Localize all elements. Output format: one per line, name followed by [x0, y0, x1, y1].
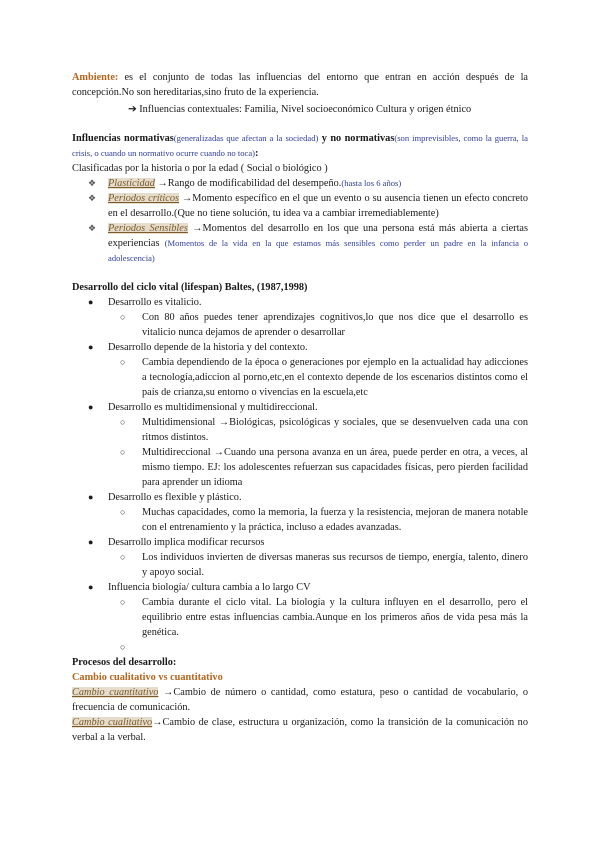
- desarrollo-list: [72, 295, 528, 655]
- cambio-cuantitativo-paragraph: [72, 685, 528, 715]
- sub-item: [118, 595, 528, 640]
- circle-bullet-icon: ○: [120, 597, 126, 607]
- sub-item-text: Cambia durante el ciclo vital. La biología y la cultura influyen en el desarrollo, pero el equilibrio entre estas influencias cambia.Aunque en los primeros años de vida pesa más la genética.: [142, 597, 528, 638]
- sub-item: [118, 505, 528, 535]
- document-page: [72, 70, 528, 745]
- item-text: Influencia biología/ cultura cambia a lo largo CV: [108, 582, 311, 593]
- contextual-influences-text: Influencias contextuales: Familia, Nivel socioeconómico Cultura y origen étnico: [136, 104, 472, 115]
- list-item: [86, 490, 528, 535]
- influencias-conj: y no normativas: [318, 133, 395, 144]
- influencias-normativas-title: Influencias normativas: [72, 133, 174, 144]
- circle-bullet-icon: ○: [120, 357, 126, 367]
- circle-bullet-icon: ○: [120, 417, 126, 427]
- sub-item: [118, 550, 528, 580]
- sub-item: [118, 310, 528, 340]
- term-periodos-criticos: Periodos críticos: [108, 193, 180, 204]
- influencias-list: [72, 176, 528, 266]
- ambiente-label: Ambiente:: [72, 72, 119, 83]
- bullet-icon: ●: [88, 402, 94, 412]
- influencias-heading: [72, 131, 528, 161]
- sub-item: [118, 355, 528, 400]
- circle-bullet-icon: ○: [120, 507, 126, 517]
- sub-item: [118, 445, 528, 490]
- influencias-colon: :: [255, 148, 259, 159]
- list-item: [84, 176, 528, 191]
- item-text: Desarrollo es flexible y plástico.: [108, 492, 242, 503]
- bullet-icon: ●: [88, 492, 94, 502]
- term-cambio-cualitativo: Cambio cualitativo: [72, 717, 153, 728]
- sub-list: [108, 505, 528, 535]
- item-text: Desarrollo implica modificar recursos: [108, 537, 265, 548]
- sub-list: [108, 595, 528, 655]
- term-cambio-cuantitativo: Cambio cuantitativo: [72, 687, 159, 698]
- cambio-cualitativo-text: →Cambio de clase, estructura u organización, como la transición de la comunicación no verbal a la verbal.: [72, 717, 528, 743]
- diamond-bullet-icon: ❖: [88, 178, 97, 188]
- sub-item: [118, 640, 528, 655]
- sub-list: [108, 355, 528, 400]
- list-item: [86, 535, 528, 580]
- item-note: (Momentos de la vida en la que estamos más sensibles como perder un padre en la infancia o adolescencia): [108, 238, 528, 263]
- ambiente-paragraph: [72, 70, 528, 100]
- diamond-bullet-icon: ❖: [88, 223, 97, 233]
- influencias-normativas-note: (generalizadas que afectan a la sociedad): [173, 133, 319, 143]
- list-item: [86, 400, 528, 490]
- list-item: [86, 340, 528, 400]
- cambio-cuantitativo-text: →Cambio de número o cantidad, como estatura, peso o cantidad de vocabulario, o frecuencia de comunicación.: [72, 687, 528, 713]
- arrow-text: →: [179, 193, 193, 204]
- item-note: (hasta los 6 años): [341, 178, 402, 188]
- item-text: Momento específico en el que un evento o su ausencia tienen un efecto concreto en el desarrollo.(Que no tiene solución, tu idea va a cambiar irremediablemente): [108, 193, 528, 219]
- diamond-bullet-icon: ❖: [88, 193, 97, 203]
- list-item: [84, 221, 528, 266]
- bullet-icon: ●: [88, 342, 94, 352]
- term-plasticidad: Plasticidad: [108, 178, 155, 189]
- item-text: Desarrollo depende de la historia y del contexto.: [108, 342, 308, 353]
- cambio-cualitativo-paragraph: [72, 715, 528, 745]
- item-text: Desarrollo es vitalicio.: [108, 297, 202, 308]
- item-text: Rango de modificabilidad del desempeño.: [167, 178, 342, 189]
- item-text: Momentos del desarrollo en los que una persona está más abierta a ciertas experiencias: [108, 223, 529, 249]
- list-item: [86, 295, 528, 340]
- clasificadas-line: Clasificadas por la historia o por la edad ( Social o biológico ): [72, 163, 328, 174]
- list-item: [86, 580, 528, 655]
- circle-bullet-icon: ○: [120, 312, 126, 322]
- bullet-icon: ●: [88, 297, 94, 307]
- sub-item-text: Multidimensional →Biológicas, psicológicas y sociales, que se desenvuelven cada una con ritmos distintos.: [142, 417, 528, 443]
- desarrollo-title: Desarrollo del ciclo vital (lifespan) Baltes, (1987,1998): [72, 282, 308, 293]
- sub-list: [108, 310, 528, 340]
- ambiente-text: es el conjunto de todas las influencias del entorno que entran en acción después de la concepción.No son hereditarias,sino fruto de la experiencia.: [72, 72, 528, 98]
- sub-item-text: Multidireccional →Cuando una persona avanza en un área, puede perder en otra, a veces, al mismo tiempo. EJ: los adolescentes refuerzan sus capacidades físicas, pero pierden facilidad para aprender un idioma: [142, 447, 528, 488]
- contextual-influences-line: [72, 102, 528, 117]
- circle-bullet-icon: ○: [120, 642, 126, 652]
- circle-bullet-icon: ○: [120, 447, 126, 457]
- item-text: Desarrollo es multidimensional y multidireccional.: [108, 402, 318, 413]
- procesos-subtitle: Cambio cualitativo vs cuantitativo: [72, 672, 223, 683]
- sub-list: [108, 415, 528, 490]
- sub-item-text: Muchas capacidades, como la memoria, la fuerza y la resistencia, mejoran de manera notable con el entrenamiento y la práctica, incluso a edades avanzadas.: [142, 507, 528, 533]
- bullet-icon: ●: [88, 537, 94, 547]
- bullet-icon: ●: [88, 582, 94, 592]
- term-periodos-sensibles: Periodos Sensibles: [108, 223, 188, 234]
- sub-item: [118, 415, 528, 445]
- sub-item-text: Con 80 años puedes tener aprendizajes cognitivos,lo que nos dice que el desarrollo es vitalicio nunca dejamos de aprender o desarrollar: [142, 312, 528, 338]
- sub-item-text: Cambia dependiendo de la época o generaciones por ejemplo en la actualidad hay adicciones a tecnología,adiccion al porno,etc,en el contexto depende de los escenarios distintos como el país de crianza,su entorno o vivencias en la escuela,etc: [142, 357, 528, 398]
- influencias-no-normativas-note: (son imprevisibles, como la guerra, la crisis, o cuando un normativo ocurre cuando no toca): [72, 133, 528, 158]
- sub-item-text: Los individuos invierten de diversas maneras sus recursos de tiempo, energía, talento, dinero y apoyo social.: [142, 552, 528, 578]
- arrow-icon: ➔: [128, 104, 137, 115]
- sub-list: [108, 550, 528, 580]
- arrow-text: →: [154, 178, 168, 189]
- list-item: [84, 191, 528, 221]
- procesos-title: Procesos del desarrollo:: [72, 657, 177, 668]
- circle-bullet-icon: ○: [120, 552, 126, 562]
- arrow-text: →: [187, 223, 203, 234]
